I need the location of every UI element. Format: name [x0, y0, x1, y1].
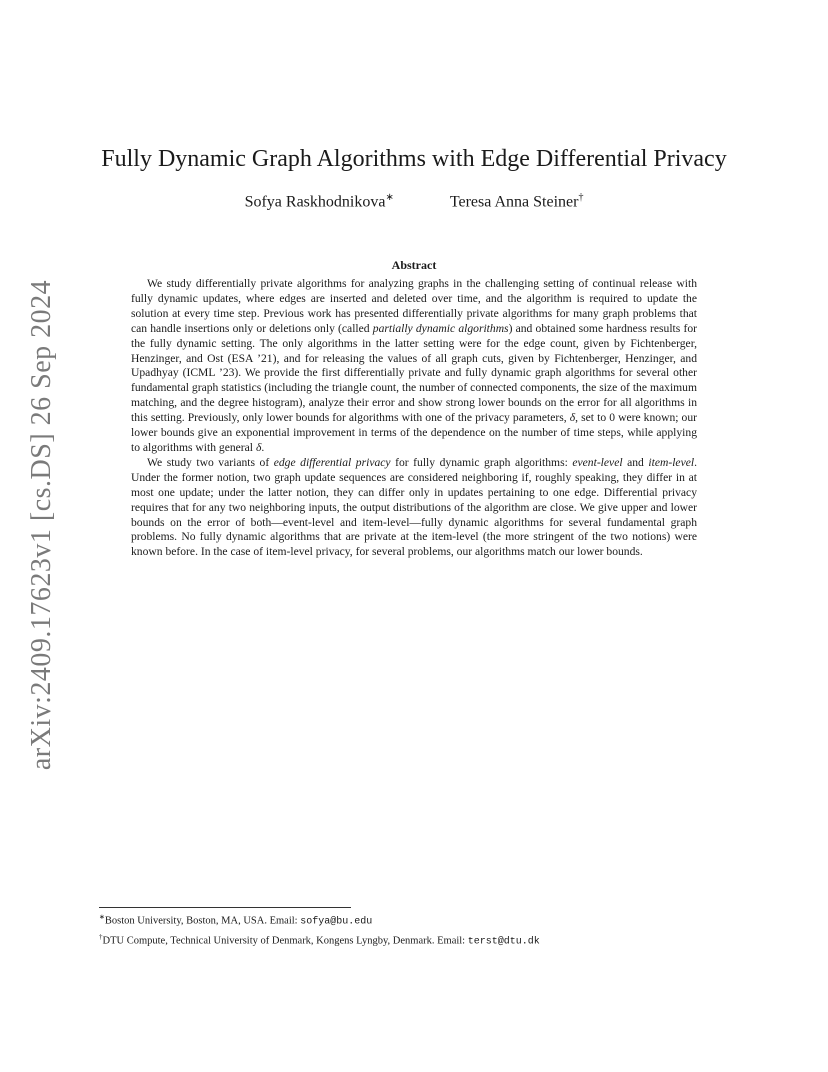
emphasis: event-level: [572, 455, 623, 469]
footnote-mark: ∗: [99, 913, 105, 921]
author-footnote-mark: †: [578, 192, 584, 203]
abstract-paragraph-2: [131, 456, 697, 560]
email-link[interactable]: terst@dtu.dk: [467, 936, 540, 948]
text-run: .: [261, 440, 265, 454]
emphasis: item-level: [648, 455, 695, 469]
arxiv-side-stamp: [22, 279, 62, 771]
email-link[interactable]: sofya@bu.edu: [300, 916, 373, 928]
author-name: Teresa Anna Steiner: [449, 193, 579, 211]
text-run: for fully dynamic graph algorithms:: [390, 455, 573, 469]
abstract-body: [131, 277, 697, 560]
footnotes: [99, 910, 739, 950]
text-run: We study differentially private algorithms for analyzing graphs in the challenging setting of continual release with fully dynamic updates, where edges are inserted and deleted over time, and the algorithm is required to update the solution at every time step. Previous work has presented differentially private algorithms for many graph problems that can handle insertions only or deletions only (called: [131, 277, 697, 335]
footnote-1: [99, 910, 739, 930]
footnote-text: DTU Compute, Technical University of Denmark, Kongens Lyngby, Denmark. Email:: [102, 935, 468, 947]
paper-title: Fully Dynamic Graph Algorithms with Edge Differential Privacy: [101, 146, 727, 172]
abstract-paragraph-1: [131, 277, 697, 456]
author-name: Sofya Raskhodnikova: [244, 193, 386, 211]
emphasis: partially dynamic algorithms: [372, 321, 509, 335]
math-symbol: δ: [569, 411, 576, 425]
footnote-mark: †: [99, 933, 103, 941]
author-1: [245, 192, 394, 211]
author-2: [450, 192, 584, 211]
footnote-rule: [99, 907, 351, 908]
text-run: and: [622, 455, 649, 469]
footnote-text: Boston University, Boston, MA, USA. Email:: [104, 915, 301, 927]
text-run: ) and obtained some hardness results for the fully dynamic setting. The only algorithms in the latter setting were for the edge count, given by Fichtenberger, Henzinger, and Ost (ESA ’21), and for releasing the values of all graph cuts, given by Fichtenberger, Henzinger, and Upadhyay (ICML ’23). We provide the first differentially private and fully dynamic graph algorithms for several other fundamental graph statistics (including the triangle count, the number of connected components, the size of the maximum matching, and the degree histogram), analyze their error and show strong lower bounds on the error for all algorithms in this setting. Previously, only lower bounds for algorithms with one of the privacy parameters,: [131, 321, 697, 425]
abstract-heading: Abstract: [391, 258, 437, 272]
author-footnote-mark: ∗: [385, 192, 394, 203]
emphasis: edge differential privacy: [273, 455, 391, 469]
math-symbol: δ: [255, 440, 262, 454]
text-run: . Under the former notion, two graph update sequences are considered neighboring if, roughly speaking, they differ in at most one update; under the latter notion, they can differ only in updates pertaining to one edge. Differential privacy requires that for any two neighboring inputs, the output distributions of the algorithm are close. We give upper and lower bounds on the error of both—event-level and item-level—fully dynamic algorithms for several fundamental graph problems. No fully dynamic algorithms that are private at the item-level (the more stringent of the two notions) were known before. In the case of item-level privacy, for several problems, our algorithms match our lower bounds.: [131, 455, 697, 559]
footnote-2: [99, 930, 739, 950]
author-list: [0, 192, 828, 211]
text-run: We study two variants of: [147, 455, 274, 469]
arxiv-identifier: arXiv:2409.17623v1 [cs.DS] 26 Sep 2024: [26, 279, 58, 771]
text-run: , set to 0 were known; our lower bounds give an exponential improvement in terms of the dependence on the number of time steps, while applying to algorithms with general: [131, 411, 698, 454]
